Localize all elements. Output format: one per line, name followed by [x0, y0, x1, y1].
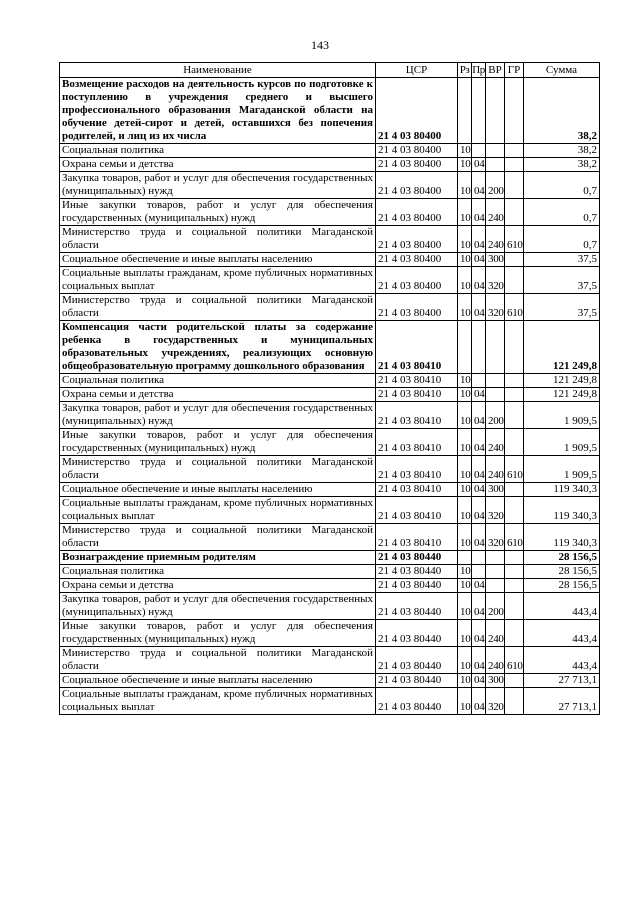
vr-cell: 240	[486, 620, 505, 647]
pr-cell: 04	[472, 593, 486, 620]
sum-cell: 1 909,5	[524, 456, 600, 483]
vr-cell: 200	[486, 593, 505, 620]
vr-cell: 240	[486, 199, 505, 226]
csr-cell: 21 4 03 80400	[376, 294, 458, 321]
sum-cell: 1 909,5	[524, 429, 600, 456]
name-cell: Закупка товаров, работ и услуг для обеспечения государственных (муниципальных) нужд	[60, 402, 376, 429]
gr-cell	[505, 172, 524, 199]
pr-cell	[472, 144, 486, 158]
name-cell: Социальное обеспечение и иные выплаты населению	[60, 674, 376, 688]
gr-cell	[505, 158, 524, 172]
table-row	[60, 497, 600, 524]
csr-cell: 21 4 03 80410	[376, 524, 458, 551]
pr-cell: 04	[472, 199, 486, 226]
rz-cell: 10	[458, 579, 472, 593]
csr-cell: 21 4 03 80410	[376, 374, 458, 388]
table-row	[60, 321, 600, 374]
name-cell: Иные закупки товаров, работ и услуг для обеспечения государственных (муниципальных) нужд	[60, 429, 376, 456]
name-cell: Охрана семьи и детства	[60, 388, 376, 402]
table-row	[60, 374, 600, 388]
sum-cell: 119 340,3	[524, 497, 600, 524]
csr-cell: 21 4 03 80400	[376, 144, 458, 158]
table-row	[60, 456, 600, 483]
name-cell: Министерство труда и социальной политики Магаданской области	[60, 524, 376, 551]
table-row	[60, 199, 600, 226]
name-cell: Министерство труда и социальной политики Магаданской области	[60, 294, 376, 321]
sum-cell: 119 340,3	[524, 524, 600, 551]
vr-cell	[486, 144, 505, 158]
rz-cell	[458, 551, 472, 565]
sum-cell: 443,4	[524, 593, 600, 620]
name-cell: Иные закупки товаров, работ и услуг для обеспечения государственных (муниципальных) нужд	[60, 620, 376, 647]
rz-cell: 10	[458, 294, 472, 321]
sum-cell: 119 340,3	[524, 483, 600, 497]
gr-cell	[505, 620, 524, 647]
pr-cell: 04	[472, 294, 486, 321]
name-cell: Социальные выплаты гражданам, кроме публичных нормативных социальных выплат	[60, 267, 376, 294]
rz-cell: 10	[458, 226, 472, 253]
csr-cell: 21 4 03 80440	[376, 620, 458, 647]
pr-cell: 04	[472, 620, 486, 647]
header-pr: Пр	[472, 63, 485, 76]
vr-cell: 320	[486, 267, 505, 294]
name-cell: Закупка товаров, работ и услуг для обеспечения государственных (муниципальных) нужд	[60, 593, 376, 620]
csr-cell: 21 4 03 80400	[376, 267, 458, 294]
table-row	[60, 144, 600, 158]
name-cell: Охрана семьи и детства	[60, 579, 376, 593]
table-body	[60, 78, 600, 715]
gr-cell	[505, 402, 524, 429]
vr-cell: 320	[486, 688, 505, 715]
sum-cell: 443,4	[524, 647, 600, 674]
gr-cell	[505, 267, 524, 294]
gr-cell	[505, 674, 524, 688]
table-row	[60, 524, 600, 551]
table-row	[60, 647, 600, 674]
sum-cell: 443,4	[524, 620, 600, 647]
table-row	[60, 172, 600, 199]
budget-table	[59, 62, 600, 715]
sum-cell: 0,7	[524, 199, 600, 226]
rz-cell: 10	[458, 199, 472, 226]
gr-cell: 610	[505, 294, 524, 321]
rz-cell: 10	[458, 674, 472, 688]
pr-cell: 04	[472, 429, 486, 456]
pr-cell	[472, 551, 486, 565]
csr-cell: 21 4 03 80440	[376, 674, 458, 688]
header-name: Наименование	[60, 63, 376, 78]
header-vr: ВР	[486, 63, 505, 78]
rz-cell: 10	[458, 456, 472, 483]
name-cell: Социальное обеспечение и иные выплаты населению	[60, 253, 376, 267]
pr-cell	[472, 374, 486, 388]
pr-cell	[472, 321, 486, 374]
vr-cell	[486, 565, 505, 579]
header-gr: ГР	[505, 63, 524, 78]
gr-cell	[505, 483, 524, 497]
rz-cell: 10	[458, 172, 472, 199]
csr-cell: 21 4 03 80400	[376, 199, 458, 226]
pr-cell: 04	[472, 226, 486, 253]
name-cell: Социальное обеспечение и иные выплаты населению	[60, 483, 376, 497]
gr-cell	[505, 321, 524, 374]
name-cell: Министерство труда и социальной политики Магаданской области	[60, 647, 376, 674]
pr-cell	[472, 78, 486, 144]
rz-cell	[458, 321, 472, 374]
vr-cell: 320	[486, 524, 505, 551]
gr-cell	[505, 579, 524, 593]
vr-cell: 240	[486, 226, 505, 253]
sum-cell: 121 249,8	[524, 388, 600, 402]
vr-cell: 200	[486, 172, 505, 199]
vr-cell	[486, 374, 505, 388]
sum-cell: 121 249,8	[524, 321, 600, 374]
pr-cell: 04	[472, 267, 486, 294]
name-cell: Социальная политика	[60, 144, 376, 158]
vr-cell	[486, 78, 505, 144]
name-cell: Социальные выплаты гражданам, кроме публичных нормативных социальных выплат	[60, 688, 376, 715]
name-cell: Социальные выплаты гражданам, кроме публичных нормативных социальных выплат	[60, 497, 376, 524]
sum-cell: 0,7	[524, 226, 600, 253]
csr-cell: 21 4 03 80410	[376, 388, 458, 402]
sum-cell: 38,2	[524, 144, 600, 158]
table-row	[60, 551, 600, 565]
table-row	[60, 402, 600, 429]
vr-cell: 320	[486, 294, 505, 321]
table-row	[60, 158, 600, 172]
pr-cell: 04	[472, 483, 486, 497]
gr-cell: 610	[505, 226, 524, 253]
csr-cell: 21 4 03 80410	[376, 497, 458, 524]
csr-cell: 21 4 03 80440	[376, 688, 458, 715]
vr-cell: 300	[486, 483, 505, 497]
rz-cell: 10	[458, 647, 472, 674]
sum-cell: 38,2	[524, 158, 600, 172]
table-header-row	[60, 63, 600, 78]
vr-cell	[486, 321, 505, 374]
table-row	[60, 593, 600, 620]
table-row	[60, 483, 600, 497]
name-cell: Охрана семьи и детства	[60, 158, 376, 172]
table-row	[60, 579, 600, 593]
rz-cell: 10	[458, 483, 472, 497]
table-row	[60, 294, 600, 321]
csr-cell: 21 4 03 80440	[376, 579, 458, 593]
gr-cell	[505, 388, 524, 402]
sum-cell: 28 156,5	[524, 579, 600, 593]
pr-cell: 04	[472, 497, 486, 524]
rz-cell: 10	[458, 524, 472, 551]
vr-cell: 200	[486, 402, 505, 429]
csr-cell: 21 4 03 80410	[376, 456, 458, 483]
name-cell: Вознаграждение приемным родителям	[60, 551, 376, 565]
sum-cell: 1 909,5	[524, 402, 600, 429]
gr-cell	[505, 688, 524, 715]
sum-cell: 121 249,8	[524, 374, 600, 388]
gr-cell	[505, 78, 524, 144]
sum-cell: 28 156,5	[524, 565, 600, 579]
pr-cell: 04	[472, 172, 486, 199]
pr-cell	[472, 565, 486, 579]
pr-cell: 04	[472, 524, 486, 551]
vr-cell: 320	[486, 497, 505, 524]
vr-cell: 300	[486, 674, 505, 688]
gr-cell	[505, 593, 524, 620]
page-number: 143	[311, 38, 329, 52]
table-row	[60, 565, 600, 579]
csr-cell: 21 4 03 80440	[376, 565, 458, 579]
pr-cell: 04	[472, 456, 486, 483]
pr-cell: 04	[472, 674, 486, 688]
pr-cell: 04	[472, 579, 486, 593]
table-row	[60, 674, 600, 688]
rz-cell: 10	[458, 388, 472, 402]
name-cell: Иные закупки товаров, работ и услуг для обеспечения государственных (муниципальных) нужд	[60, 199, 376, 226]
rz-cell: 10	[458, 565, 472, 579]
table-row	[60, 253, 600, 267]
rz-cell: 10	[458, 374, 472, 388]
gr-cell	[505, 253, 524, 267]
vr-cell: 240	[486, 429, 505, 456]
rz-cell: 10	[458, 429, 472, 456]
name-cell: Социальная политика	[60, 374, 376, 388]
pr-cell: 04	[472, 647, 486, 674]
name-cell: Социальная политика	[60, 565, 376, 579]
csr-cell: 21 4 03 80410	[376, 402, 458, 429]
sum-cell: 27 713,1	[524, 674, 600, 688]
pr-cell: 04	[472, 158, 486, 172]
table-row	[60, 388, 600, 402]
pr-cell: 04	[472, 253, 486, 267]
gr-cell: 610	[505, 524, 524, 551]
csr-cell: 21 4 03 80400	[376, 253, 458, 267]
vr-cell: 240	[486, 456, 505, 483]
csr-cell: 21 4 03 80400	[376, 226, 458, 253]
header-csr: ЦСР	[376, 63, 458, 78]
rz-cell: 10	[458, 593, 472, 620]
gr-cell	[505, 429, 524, 456]
csr-cell: 21 4 03 80440	[376, 551, 458, 565]
sum-cell: 27 713,1	[524, 688, 600, 715]
rz-cell: 10	[458, 144, 472, 158]
vr-cell	[486, 579, 505, 593]
pr-cell: 04	[472, 388, 486, 402]
csr-cell: 21 4 03 80440	[376, 593, 458, 620]
vr-cell	[486, 551, 505, 565]
rz-cell: 10	[458, 497, 472, 524]
sum-cell: 38,2	[524, 78, 600, 144]
csr-cell: 21 4 03 80400	[376, 78, 458, 144]
rz-cell: 10	[458, 620, 472, 647]
sum-cell: 0,7	[524, 172, 600, 199]
table-row	[60, 226, 600, 253]
table-row	[60, 78, 600, 144]
csr-cell: 21 4 03 80410	[376, 429, 458, 456]
gr-cell	[505, 551, 524, 565]
table-row	[60, 429, 600, 456]
pr-cell: 04	[472, 688, 486, 715]
rz-cell: 10	[458, 158, 472, 172]
gr-cell: 610	[505, 456, 524, 483]
table-row	[60, 688, 600, 715]
csr-cell: 21 4 03 80440	[376, 647, 458, 674]
csr-cell: 21 4 03 80410	[376, 483, 458, 497]
rz-cell: 10	[458, 688, 472, 715]
vr-cell: 300	[486, 253, 505, 267]
csr-cell: 21 4 03 80410	[376, 321, 458, 374]
csr-cell: 21 4 03 80400	[376, 172, 458, 199]
csr-cell: 21 4 03 80400	[376, 158, 458, 172]
name-cell: Возмещение расходов на деятельность курсов по подготовке к поступлению в учреждения среднего и высшего профессионального образования Магаданской области на обучение детей-сирот и детей, оставшихся без попечения родителей, и лиц из их числа	[60, 78, 376, 144]
gr-cell	[505, 144, 524, 158]
sum-cell: 37,5	[524, 267, 600, 294]
table-row	[60, 620, 600, 647]
sum-cell: 28 156,5	[524, 551, 600, 565]
sum-cell: 37,5	[524, 294, 600, 321]
table-row	[60, 267, 600, 294]
header-sum: Сумма	[524, 63, 600, 78]
name-cell: Компенсация части родительской платы за содержание ребенка в государственных и муниципальных образовательных учреждениях, реализующих основную общеобразовательную программу дошкольного образования	[60, 321, 376, 374]
vr-cell: 240	[486, 647, 505, 674]
name-cell: Закупка товаров, работ и услуг для обеспечения государственных (муниципальных) нужд	[60, 172, 376, 199]
name-cell: Министерство труда и социальной политики Магаданской области	[60, 456, 376, 483]
vr-cell	[486, 388, 505, 402]
header-rz: Рз	[458, 63, 472, 78]
gr-cell	[505, 199, 524, 226]
pr-cell: 04	[472, 402, 486, 429]
rz-cell: 10	[458, 267, 472, 294]
vr-cell	[486, 158, 505, 172]
gr-cell	[505, 497, 524, 524]
gr-cell	[505, 374, 524, 388]
rz-cell: 10	[458, 253, 472, 267]
sum-cell: 37,5	[524, 253, 600, 267]
gr-cell	[505, 565, 524, 579]
name-cell: Министерство труда и социальной политики Магаданской области	[60, 226, 376, 253]
rz-cell	[458, 78, 472, 144]
rz-cell: 10	[458, 402, 472, 429]
gr-cell: 610	[505, 647, 524, 674]
